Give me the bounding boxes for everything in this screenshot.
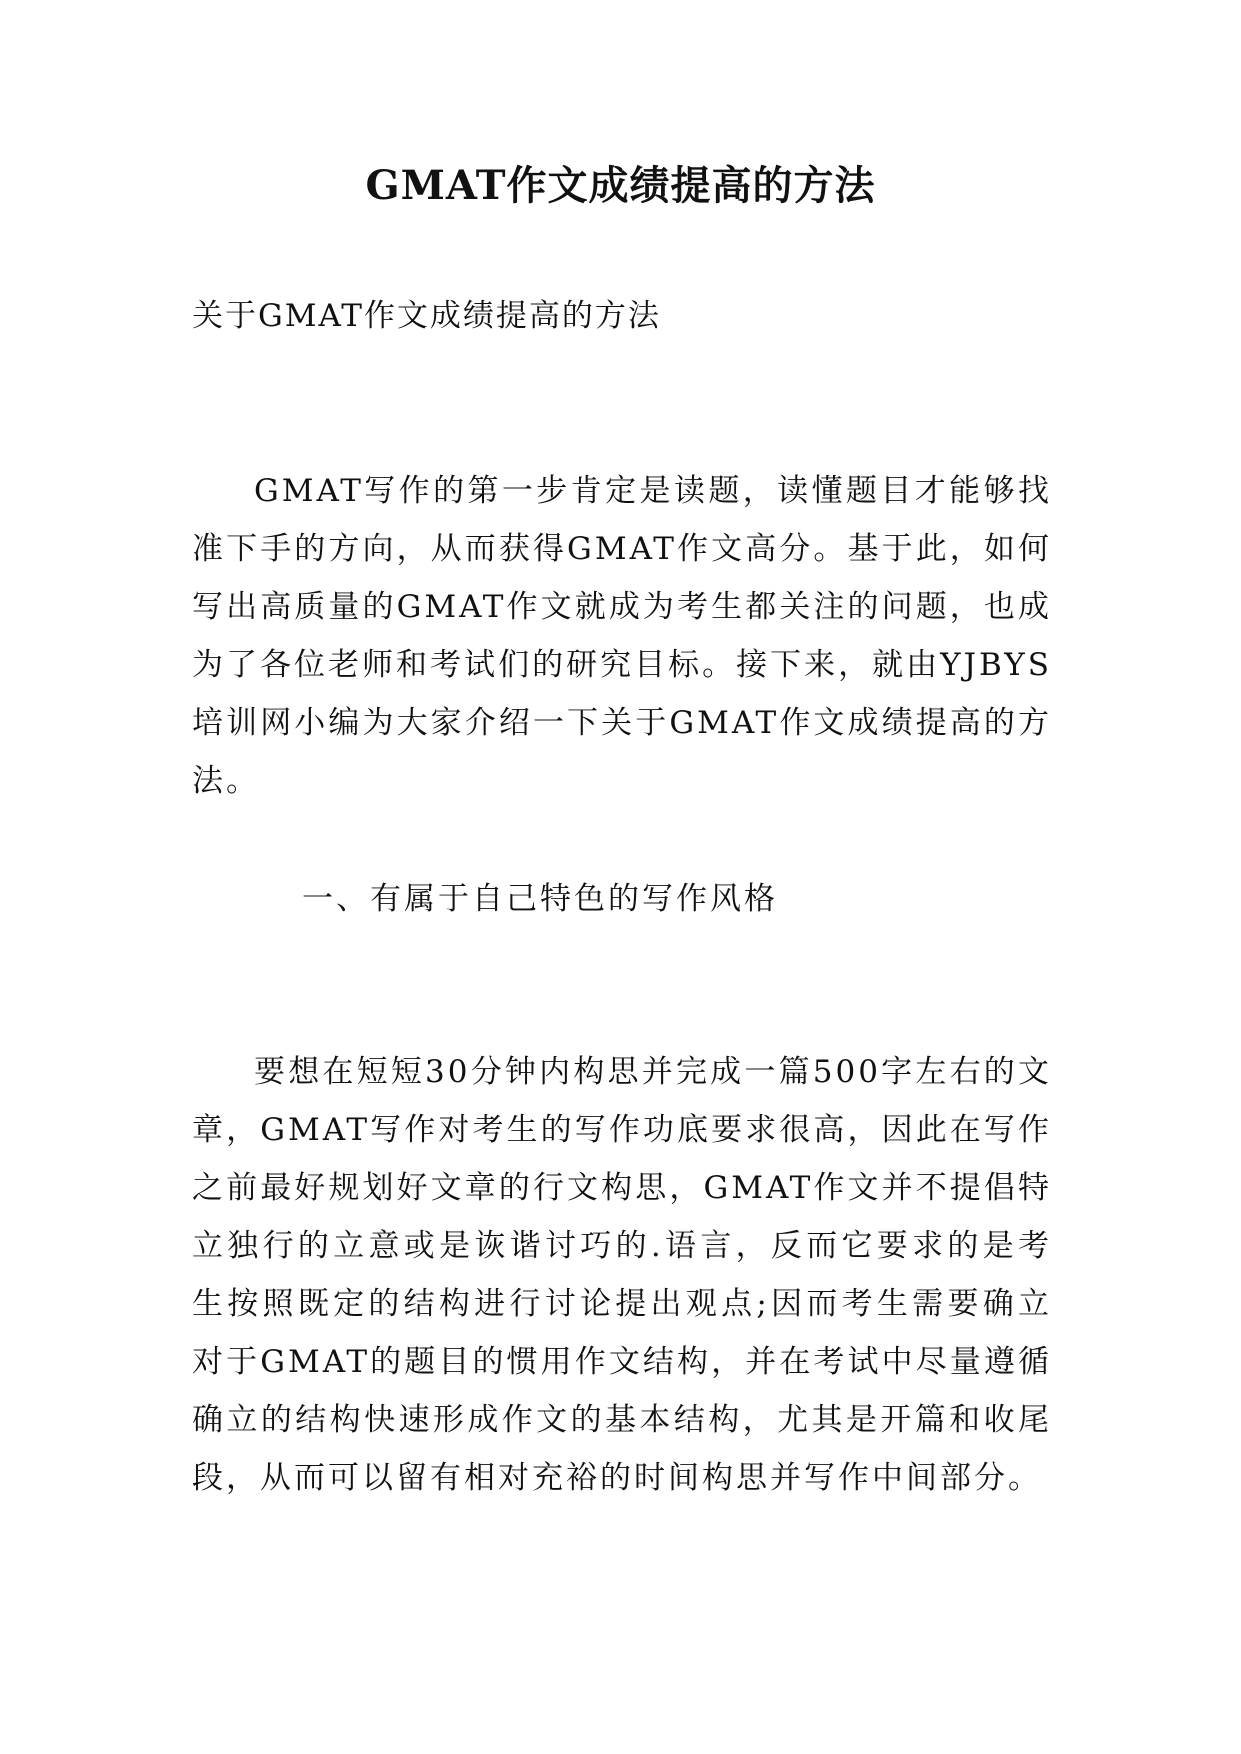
document-subtitle: 关于GMAT作文成绩提高的方法 <box>192 298 661 334</box>
body-paragraph: 要想在短短30分钟内构思并完成一篇500字左右的文章，GMAT写作对考生的写作功底要求很高，因此在写作之前最好规划好文章的行文构思，GMAT作文并不提倡特立独行的立意或是诙谐讨巧的.语言，反而它要求的是考生按照既定的结构进行讨论提出观点;因而考生需要确立对于GMAT的题目的惯用作文结构，并在考试中尽量遵循确立的结构快速形成作文的基本结构，尤其是开篇和收尾段，从而可以留有相对充裕的时间构思并写作中间部分。 <box>192 1054 1052 1496</box>
document-title: GMAT作文成绩提高的方法 <box>365 162 876 209</box>
section-heading: 一、有属于自己特色的写作风格 <box>302 881 778 917</box>
intro-paragraph: GMAT写作的第一步肯定是读题，读懂题目才能够找准下手的方向，从而获得GMAT作文高分。基于此，如何写出高质量的GMAT作文就成为考生都关注的问题，也成为了各位老师和考试们的研究目标。接下来，就由YJBYS培训网小编为大家介绍一下关于GMAT作文成绩提高的方法。 <box>192 473 1052 799</box>
